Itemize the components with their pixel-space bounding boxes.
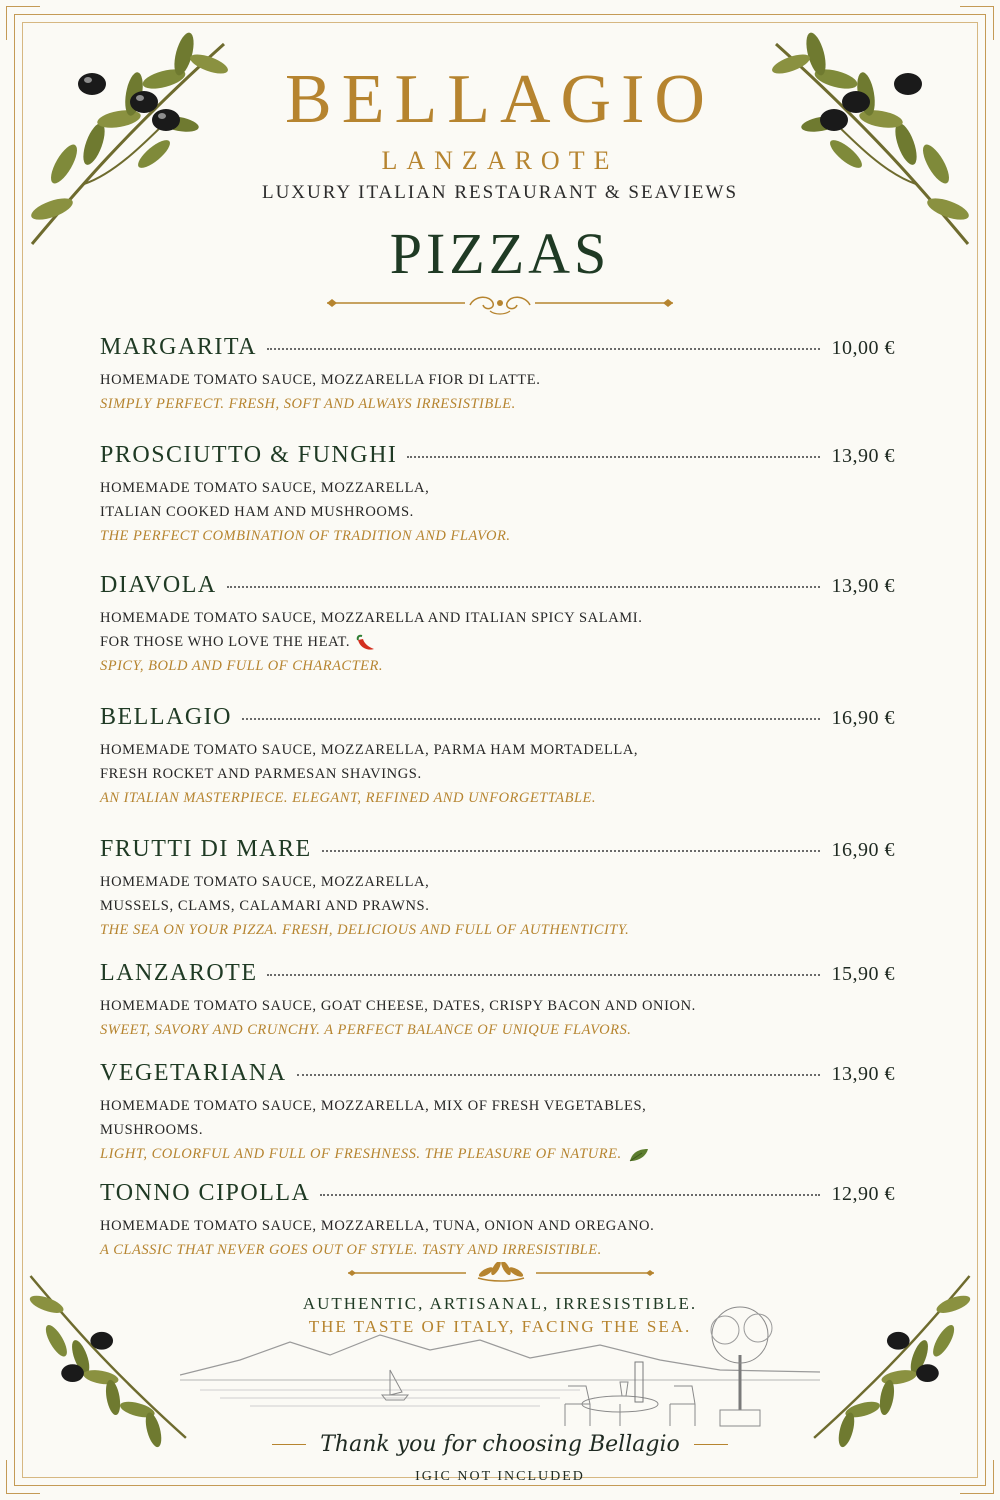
item-description: HOMEMADE TOMATO SAUCE, MOZZARELLA, (100, 874, 430, 890)
item-price: 12,90 € (831, 1183, 895, 1205)
footer-slogan-sub: THE TASTE OF ITALY, FACING THE SEA. (308, 1317, 692, 1336)
item-note: AN ITALIAN MASTERPIECE. ELEGANT, REFINED AND UNFORGETTABLE. (100, 790, 597, 806)
chili-pepper-icon (354, 634, 376, 652)
ornamental-divider-icon (325, 293, 675, 317)
dotted-leader (227, 586, 820, 588)
item-note (100, 1142, 895, 1166)
item-description: ITALIAN COOKED HAM AND MUSHROOMS. (100, 504, 414, 520)
item-name: TONNO CIPOLLA (100, 1180, 311, 1206)
menu-item (100, 836, 895, 942)
tax-note: IGIC NOT INCLUDED (415, 1469, 585, 1484)
item-note: SWEET, SAVORY AND CRUNCHY. A PERFECT BALANCE OF UNIQUE FLAVORS. (100, 1022, 632, 1038)
item-description: HOMEMADE TOMATO SAUCE, GOAT CHEESE, DATES, CRISPY BACON AND ONION. (100, 998, 696, 1014)
item-price: 16,90 € (831, 707, 895, 729)
item-note: SPICY, BOLD AND FULL OF CHARACTER. (100, 658, 384, 674)
item-note: A CLASSIC THAT NEVER GOES OUT OF STYLE. TASTY AND IRRESISTIBLE. (100, 1242, 602, 1258)
thank-you-row (0, 1432, 1000, 1457)
item-price: 16,90 € (831, 839, 895, 861)
brand-tagline: LUXURY ITALIAN RESTAURANT & SEAVIEWS (261, 182, 739, 203)
item-name: PROSCIUTTO & FUNGHI (100, 442, 398, 468)
item-price: 15,90 € (831, 963, 895, 985)
dotted-leader (267, 348, 820, 350)
item-price: 10,00 € (831, 337, 895, 359)
menu-item (100, 1060, 895, 1166)
brand-location: LANZAROTE (381, 146, 619, 175)
laurel-divider-icon (346, 1262, 656, 1284)
dotted-leader (297, 1074, 820, 1076)
section-title: PIZZAS (389, 221, 611, 286)
item-description: HOMEMADE TOMATO SAUCE, MOZZARELLA, MIX OF FRESH VEGETABLES, (100, 1098, 647, 1114)
item-price: 13,90 € (831, 1063, 895, 1085)
item-name: BELLAGIO (100, 704, 232, 730)
menu-item (100, 572, 895, 678)
item-description: HOMEMADE TOMATO SAUCE, MOZZARELLA, PARMA HAM MORTADELLA, (100, 742, 639, 758)
item-price: 13,90 € (831, 575, 895, 597)
item-description: HOMEMADE TOMATO SAUCE, MOZZARELLA FIOR DI LATTE. (100, 372, 541, 388)
item-description: HOMEMADE TOMATO SAUCE, MOZZARELLA, TUNA, ONION AND OREGANO. (100, 1218, 655, 1234)
menu-item (100, 1180, 895, 1262)
item-name: LANZAROTE (100, 960, 258, 986)
item-price: 13,90 € (831, 445, 895, 467)
divider-line (694, 1444, 728, 1445)
item-note: SIMPLY PERFECT. FRESH, SOFT AND ALWAYS IRRESISTIBLE. (100, 396, 516, 412)
brand-title: BELLAGIO (285, 61, 715, 138)
dotted-leader (322, 850, 820, 852)
leaf-icon (628, 1147, 650, 1163)
item-description: HOMEMADE TOMATO SAUCE, MOZZARELLA, (100, 480, 430, 496)
item-name: DIAVOLA (100, 572, 217, 598)
item-description (100, 630, 895, 654)
item-name: MARGARITA (100, 334, 257, 360)
item-description: MUSHROOMS. (100, 1122, 204, 1138)
menu-header (0, 60, 1000, 317)
item-description: HOMEMADE TOMATO SAUCE, MOZZARELLA AND ITALIAN SPICY SALAMI. (100, 610, 643, 626)
item-name: FRUTTI DI MARE (100, 836, 312, 862)
thank-you-message: Thank you for choosing Bellagio (320, 1432, 680, 1457)
item-note: THE SEA ON YOUR PIZZA. FRESH, DELICIOUS AND FULL OF AUTHENTICITY. (100, 922, 630, 938)
item-description-text: FOR THOSE WHO LOVE THE HEAT. (100, 634, 351, 650)
divider-line (272, 1444, 306, 1445)
dotted-leader (267, 974, 819, 976)
item-name: VEGETARIANA (100, 1060, 287, 1086)
menu-item (100, 704, 895, 810)
dotted-leader (320, 1194, 819, 1196)
dotted-leader (242, 718, 820, 720)
dotted-leader (407, 456, 819, 458)
item-note-text: LIGHT, COLORFUL AND FULL OF FRESHNESS. THE PLEASURE OF NATURE. (100, 1146, 622, 1162)
item-note: THE PERFECT COMBINATION OF TRADITION AND FLAVOR. (100, 528, 511, 544)
item-description: FRESH ROCKET AND PARMESAN SHAVINGS. (100, 766, 422, 782)
footer-slogan: AUTHENTIC, ARTISANAL, IRRESISTIBLE. (302, 1294, 698, 1313)
menu-item (100, 960, 895, 1042)
menu-item (100, 442, 895, 548)
item-description: MUSSELS, CLAMS, CALAMARI AND PRAWNS. (100, 898, 430, 914)
menu-item (100, 334, 895, 416)
